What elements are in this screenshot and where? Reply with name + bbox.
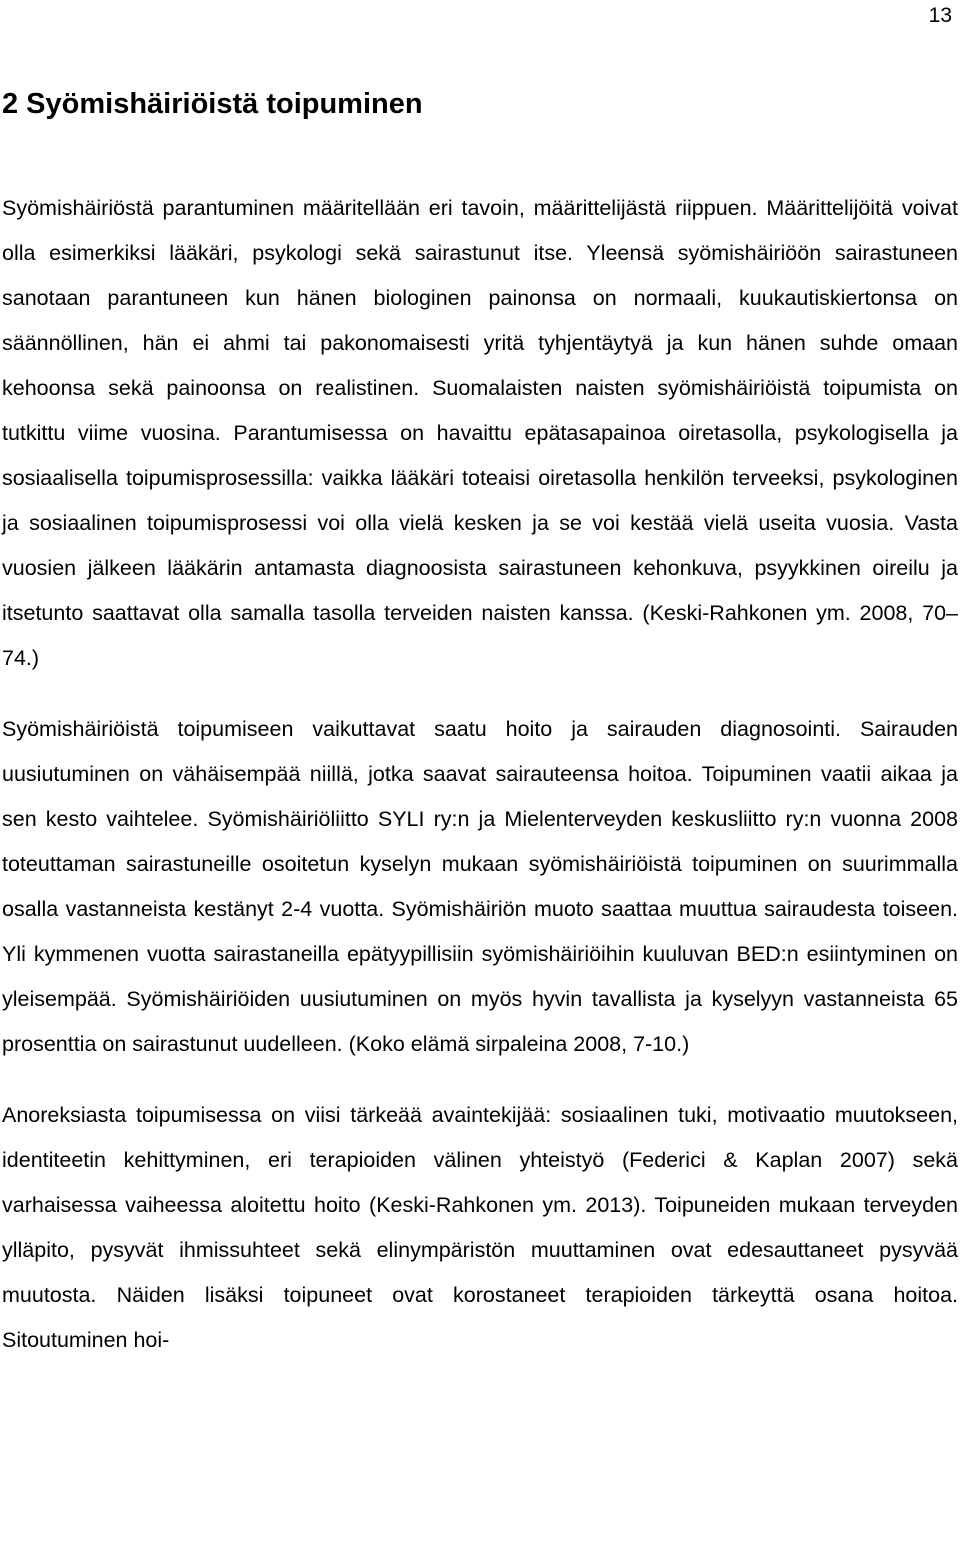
paragraph-recovery-definition: Syömishäiriöstä parantuminen määritellään eri tavoin, määrittelijästä riippuen. Määrittelijöitä voivat olla esimerkiksi lääkäri, psykologi sekä sairastunut itse. Yleensä syömishäiriöön sairastuneen sanotaan parantuneen kun hänen biologinen painonsa on normaali, kuukautiskiertonsa on säännöllinen, hän ei ahmi tai pakonomaisesti yritä tyhjentäytyä ja kun hänen suhde omaan kehoonsa sekä painoonsa on realistinen. Suomalaisten naisten syömishäiriöistä toipumista on tutkittu viime vuosina. Parantumisessa on havaittu epätasapainoa oiretasolla, psykologisella ja sosiaalisella toipumisprosessilla: vaikka lääkäri toteaisi oiretasolla henkilön terveeksi, psykologinen ja sosiaalinen toipumisprosessi voi olla vielä kesken ja se voi kestää vielä useita vuosia. Vasta vuosien jälkeen lääkärin antamasta diagnoosista sairastuneen kehonkuva, psyykkinen oireilu ja itsetunto saattavat olla samalla tasolla terveiden naisten kanssa. (Keski-Rahkonen ym. 2008, 70–74.) bbox=[2, 196, 958, 670]
paragraph-recovery-factors: Syömishäiriöistä toipumiseen vaikuttavat saatu hoito ja sairauden diagnosointi. Sairauden uusiutuminen on vähäisempää niillä, jotka saavat sairauteensa hoitoa. Toipuminen vaatii aikaa ja sen kesto vaihtelee. Syömishäiriöliitto SYLI ry:n ja Mielenterveyden keskusliitto ry:n vuonna 2008 toteuttaman sairastuneille osoitetun kyselyn mukaan syömishäiriöistä toipuminen on suurimmalla osalla vastanneista kestänyt 2-4 vuotta. Syömishäiriön muoto saattaa muuttua sairaudesta toiseen. Yli kymmenen vuotta sairastaneilla epätyypillisiin syömishäiriöihin kuuluvan BED:n esiintyminen on yleisempää. Syömishäiriöiden uusiutuminen on myös hyvin tavallista ja kyselyyn vastanneista 65 prosenttia on sairastunut uudelleen. (Koko elämä sirpaleina 2008, 7-10.) bbox=[2, 717, 958, 1056]
body-text bbox=[2, 186, 958, 1363]
page-number: 13 bbox=[928, 4, 952, 27]
paragraph-anorexia-recovery: Anoreksiasta toipumisessa on viisi tärkeää avaintekijää: sosiaalinen tuki, motivaatio muutokseen, identiteetin kehittyminen, eri terapioiden välinen yhteistyö (Federici & Kaplan 2007) sekä varhaisessa vaiheessa aloitettu hoito (Keski-Rahkonen ym. 2013). Toipuneiden mukaan terveyden ylläpito, pysyvät ihmissuhteet sekä elinympäristön muuttaminen ovat edesauttaneet pysyvää muutosta. Näiden lisäksi toipuneet ovat korostaneet terapioiden tärkeyttä osana hoitoa. Sitoutuminen hoi- bbox=[2, 1103, 958, 1352]
chapter-title: 2 Syömishäiriöistä toipuminen bbox=[2, 88, 423, 120]
